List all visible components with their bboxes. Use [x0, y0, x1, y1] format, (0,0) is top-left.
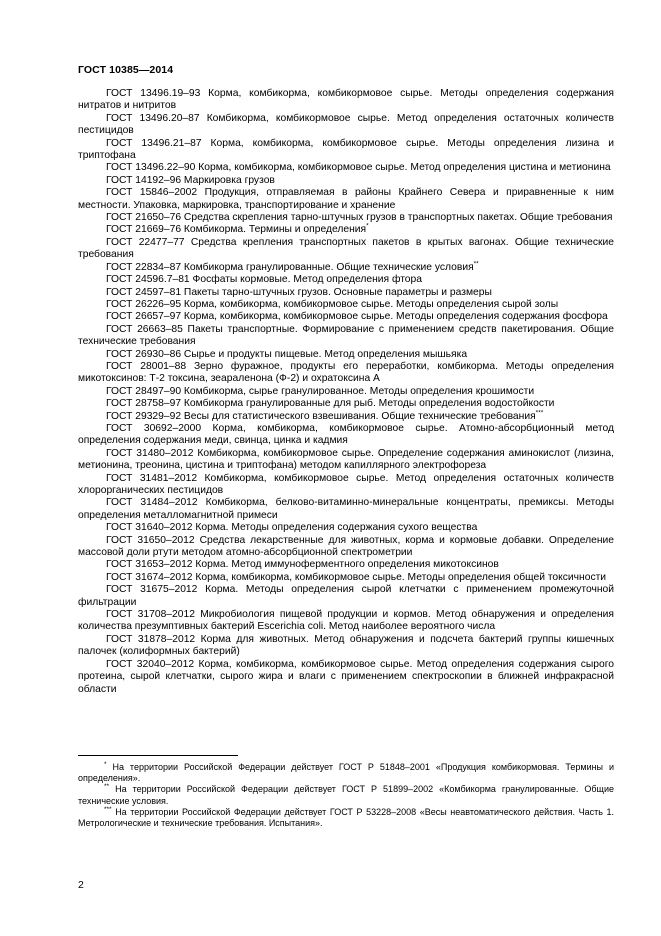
- reference-text: ГОСТ 13496.20–87 Комбикорма, комбикормовое сырье. Метод определения остаточных количеств пестицидов: [78, 112, 614, 137]
- footnote-text: На территории Российской Федерации действует ГОСТ Р 53228–2008 «Весы неавтоматического действия. Часть 1. Метрологические и технические требования. Испытания».: [78, 806, 614, 829]
- reference-text: ГОСТ 31481–2012 Комбикорма, комбикормовое сырье. Метод определения остаточных количеств хлорорганических пестицидов: [78, 472, 614, 496]
- reference-item: [78, 609, 614, 634]
- footnote-item: [78, 784, 614, 806]
- reference-text: ГОСТ 31708–2012 Микробиология пищевой продукции и кормов. Метод обнаружения и определения количества презумптивных бактерий Escerichia coli. Метод наиболее вероятного числа: [78, 609, 614, 633]
- reference-text: ГОСТ 31674–2012 Корма, комбикорма, комбикормовое сырье. Методы определения общей токсичности: [106, 571, 607, 583]
- reference-item: [78, 448, 614, 473]
- reference-text: ГОСТ 31484–2012 Комбикорма, белково-витаминно-минеральные концентраты, премиксы. Методы определения металломагнитной примеси: [78, 497, 614, 521]
- reference-text: ГОСТ 31650–2012 Средства лекарственные для животных, корма и кормовые добавки. Определение массовой доли ртути методом атомно-абсорбционной спектрометрии: [78, 534, 614, 559]
- reference-text: ГОСТ 22477–77 Средства крепления транспортных пакетов в крытых вагонах. Общие технические требования: [78, 236, 614, 261]
- reference-item: [78, 262, 614, 274]
- reference-text: ГОСТ 29329–92 Весы для статистического взвешивания. Общие технические требования: [106, 410, 536, 422]
- reference-item: [78, 361, 614, 386]
- reference-text: ГОСТ 15846–2002 Продукция, отправляемая в районы Крайнего Севера и приравненные к ним местности. Упаковка, маркировка, транспортирование и хранение: [78, 187, 614, 211]
- reference-text: ГОСТ 21650–76 Средства скрепления тарно-штучных грузов в транспортных пакетах. Общие требования: [106, 212, 613, 224]
- reference-text: ГОСТ 31653–2012 Корма. Метод иммуноферментного определения микотоксинов: [106, 559, 499, 571]
- reference-item: [78, 423, 614, 448]
- reference-text: ГОСТ 28497–90 Комбикорма, сырье гранулированное. Методы определения крошимости: [106, 385, 535, 397]
- reference-item: [78, 162, 614, 174]
- reference-text: ГОСТ 31480–2012 Комбикорма, комбикормовое сырье. Определение содержания аминокислот (лизина, метионина, треонина, цистина и триптофана) методом капиллярного электрофореза: [78, 447, 614, 472]
- reference-item: [78, 659, 614, 696]
- reference-item: [78, 559, 614, 571]
- reference-item: [78, 535, 614, 560]
- reference-text: ГОСТ 26657–97 Корма, комбикорма, комбикормовое сырье. Методы определения содержания фосфора: [106, 311, 608, 323]
- reference-item: [78, 398, 614, 410]
- footnotes: [78, 762, 614, 829]
- reference-item: [78, 138, 614, 163]
- reference-item: [78, 522, 614, 534]
- reference-text: ГОСТ 32040–2012 Корма, комбикорма, комбикормовое сырье. Метод определения содержания сырого протеина, сырой клетчатки, сырого жира и влаги с применением спектроскопии в ближней инфракрасной области: [78, 658, 614, 695]
- document-header: ГОСТ 10385—2014: [78, 64, 174, 76]
- footnote-text: На территории Российской Федерации действует ГОСТ Р 51848–2001 «Продукция комбикормовая. Термины и определения».: [78, 762, 614, 784]
- reference-item: [78, 386, 614, 398]
- reference-item: [78, 311, 614, 323]
- footnote-marker: *: [366, 223, 369, 231]
- reference-item: [78, 572, 614, 584]
- footnote-marker: *: [104, 761, 107, 768]
- reference-item: [78, 349, 614, 361]
- footnote-marker: ***: [535, 409, 544, 417]
- reference-text: ГОСТ 28001–88 Зерно фуражное, продукты его переработки, комбикорма. Методы определения микотоксинов: Т-2 токсина, зеараленона (Ф-2) и охратоксина А: [78, 360, 614, 385]
- reference-text: ГОСТ 14192–96 Маркировка грузов: [106, 174, 275, 186]
- reference-text: ГОСТ 28758–97 Комбикорма гранулированные для рыб. Методы определения водостойкости: [106, 398, 555, 410]
- reference-item: [78, 287, 614, 299]
- footnote-marker: **: [104, 783, 110, 791]
- reference-text: ГОСТ 26930–86 Сырье и продукты пищевые. Метод определения мышьяка: [106, 348, 468, 360]
- reference-item: [78, 584, 614, 609]
- reference-item: [78, 634, 614, 659]
- normative-references-list: [78, 88, 614, 696]
- reference-item: [78, 175, 614, 187]
- reference-text: ГОСТ 31640–2012 Корма. Методы определения содержания сухого вещества: [106, 522, 478, 534]
- reference-text: ГОСТ 13496.19–93 Корма, комбикорма, комбикормовое сырье. Методы определения содержания нитратов и нитритов: [78, 88, 614, 112]
- footnote-item: [78, 807, 614, 829]
- reference-text: ГОСТ 13496.22–90 Корма, комбикорма, комбикормовое сырье. Метод определения цистина и метионина: [106, 162, 611, 174]
- footnote-item: [78, 762, 614, 784]
- reference-text: ГОСТ 24597–81 Пакеты тарно-штучных грузов. Основные параметры и размеры: [106, 286, 492, 298]
- reference-item: [78, 187, 614, 212]
- reference-item: [78, 88, 614, 113]
- reference-text: ГОСТ 13496.21–87 Корма, комбикорма, комбикормовое сырье. Методы определения лизина и триптофана: [78, 137, 614, 162]
- reference-item: [78, 299, 614, 311]
- footnote-text: На территории Российской Федерации действует ГОСТ Р 51899–2002 «Комбикорма гранулированные. Общие технические условия.: [78, 784, 614, 806]
- reference-text: ГОСТ 22834–87 Комбикорма гранулированные. Общие технические условия: [106, 261, 474, 273]
- reference-item: [78, 411, 614, 423]
- reference-item: [78, 497, 614, 522]
- reference-text: ГОСТ 31878–2012 Корма для животных. Метод обнаружения и подсчета бактерий группы кишечных палочек (колиформных бактерий): [78, 633, 614, 658]
- footnote-marker: **: [473, 260, 479, 268]
- reference-item: [78, 274, 614, 286]
- reference-item: [78, 212, 614, 224]
- reference-text: ГОСТ 31675–2012 Корма. Методы определения сырой клетчатки с применением промежуточной фильтрации: [78, 584, 614, 608]
- footnote-marker: ***: [104, 805, 112, 813]
- footnote-separator: [78, 755, 238, 756]
- reference-text: ГОСТ 21669–76 Комбикорма. Термины и определения: [106, 224, 367, 236]
- reference-text: ГОСТ 24596.7–81 Фосфаты кормовые. Метод определения фтора: [106, 274, 422, 286]
- reference-item: [78, 237, 614, 262]
- reference-item: [78, 473, 614, 498]
- reference-text: ГОСТ 26663–85 Пакеты транспортные. Формирование с применением средств пакетирования. Общие технические требования: [78, 323, 614, 348]
- reference-item: [78, 224, 614, 236]
- reference-item: [78, 324, 614, 349]
- reference-item: [78, 113, 614, 138]
- page-number: 2: [78, 879, 84, 891]
- reference-text: ГОСТ 26226–95 Корма, комбикорма, комбикормовое сырье. Методы определения сырой золы: [106, 298, 559, 310]
- reference-text: ГОСТ 30692–2000 Корма, комбикорма, комбикормовое сырье. Атомно-абсорбционный метод определения содержания меди, свинца, цинка и кадмия: [78, 422, 614, 447]
